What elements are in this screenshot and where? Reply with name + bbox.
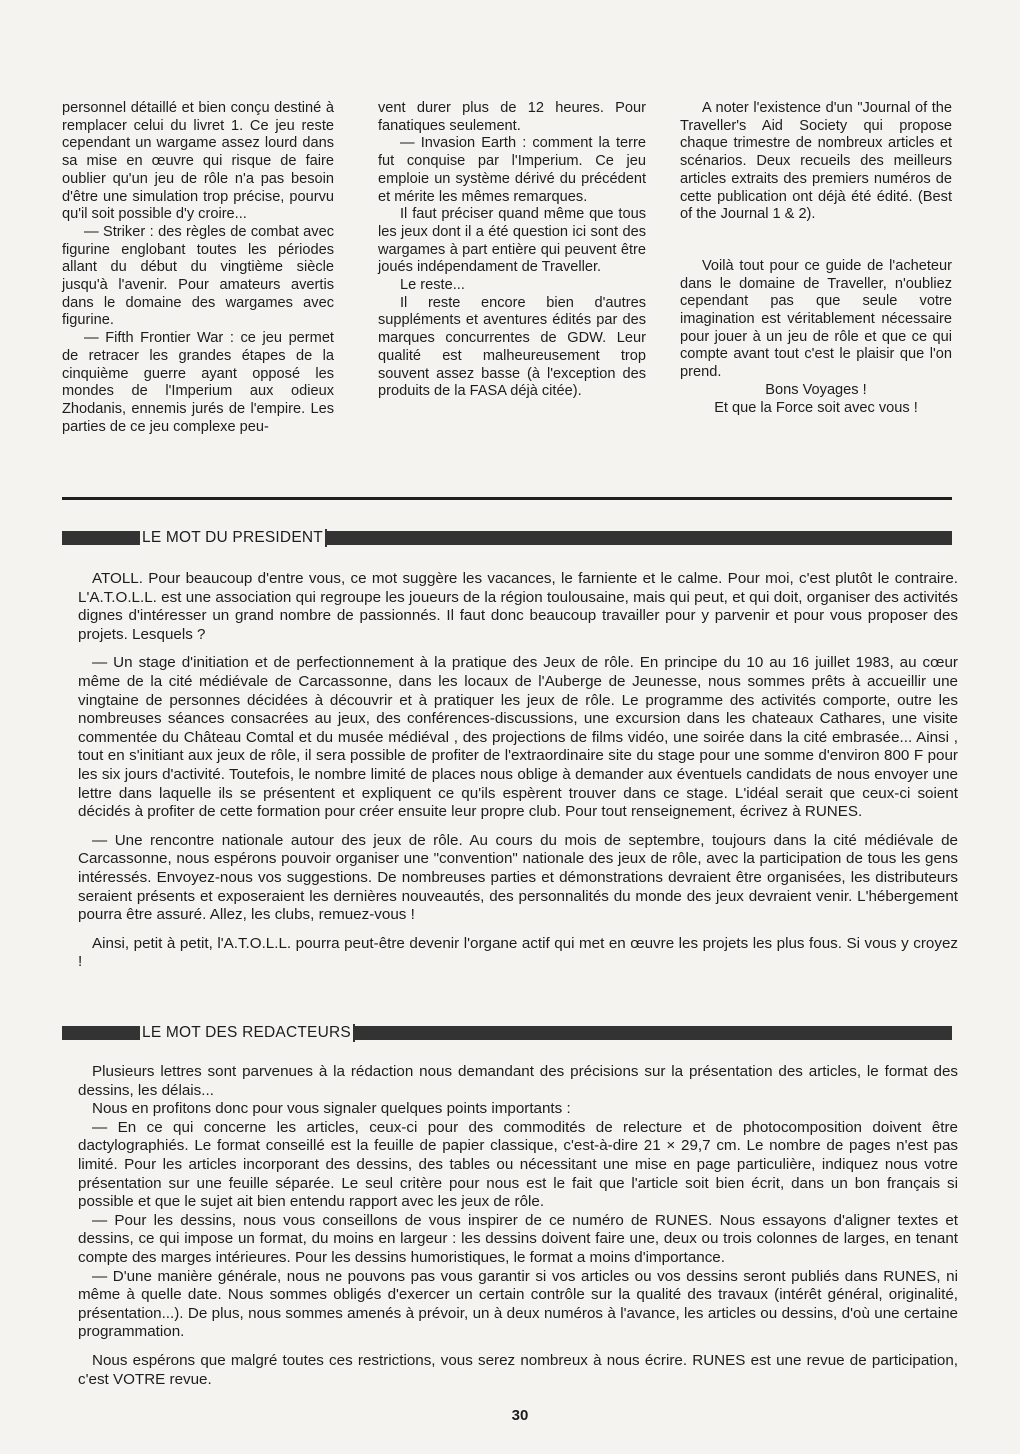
- header-bar: [327, 531, 952, 545]
- column-2: [378, 100, 646, 401]
- column-paragraph: vent durer plus de 12 heures. Pour fanatiques seulement.: [378, 100, 646, 134]
- horizontal-divider: [62, 497, 952, 500]
- column-paragraph: Il faut préciser quand même que tous les jeux dont il a été question ici sont des wargames à part entière qui peuvent être joués indépendament de Traveller.: [378, 206, 646, 276]
- column-paragraph: Il reste encore bien d'autres suppléments et aventures édités par des marques concurrentes de GDW. Leur qualité est malheureusement trop souvent assez basse (à l'exception des produits de la FASA déjà citée).: [378, 294, 646, 400]
- body-paragraph: — D'une manière générale, nous ne pouvons pas vous garantir si vos articles ou vos dessins seront publiés dans RUNES, ni même à quelle date. Nous sommes obligés d'exercer un certain contrôle sur la qualité des travaux (intérêt général, originalité, présentation...). De plus, nous sommes amenés à prévoir, un à deux numéros à l'avance, les articles ou dessins, d'où une certaine programmation.: [78, 1267, 958, 1341]
- page-number: 30: [511, 1407, 529, 1424]
- column-paragraph: — Striker : des règles de combat avec figurine englobant toutes les périodes allant du début du vingtième siècle jusqu'à l'avenir. Pour amateurs avertis dans le domaine des wargames avec figurine.: [62, 223, 334, 329]
- section-header-president: [62, 528, 952, 548]
- body-paragraph: — Un stage d'initiation et de perfectionnement à la pratique des Jeux de rôle. En principe du 10 au 16 juillet 1983, au cœur même de la cité médiévale de Carcassonne, dans les locaux de l'Auberge de Jeunesse, nous sommes prêts à accueillir une vingtaine de personnes décidées à découvrir et à pratiquer les jeux de rôle. Le programme des activités comporte, outre les nombreuses séances consacrées au jeux, des conférences-discussions, une excursion dans les chateaux Cathares, une visite commentée du Château Comtal et du musée médiéval , des projections de films vidéo, une soirée dans la cité embrasée... Ainsi , tout en s'initiant aux jeux de rôle, il sera possible de profiter de l'extraordinaire site du stage pour une somme d'environ 800 F pour les six jours d'activité. Toutefois, le nombre limité de places nous oblige à demander aux éventuels candidats de nous envoyer une lettre dans laquelle ils se présentent et expliquent ce qu'ils espèrent trouver dans ce stage. L'idéal serait que ceux-ci soient décidés à profiter de cette formation pour créer ensuite leur propre club. Pour tout renseignement, écrivez à RUNES.: [78, 654, 958, 821]
- body-paragraph: — En ce qui concerne les articles, ceux-ci pour des commodités de relecture et de photocomposition doivent être dactylographiés. Le format conseillé est la feuille de papier classique, c'est-à-dire 21 × 29,7 cm. Le nombre de pages n'est pas limité. Pour les articles incorporant des dessins, des tables ou nécessitant une mise en page particulière, indiquez nous votre présentation sur une feuille séparée. Le seul critère pour nous est le fait que l'article soit bien écrit, dans un bon français si possible et que le sujet ait bien entendu rapport avec les jeux de rôle.: [78, 1118, 958, 1211]
- section-title: LE MOT DES REDACTEURS: [140, 1024, 355, 1042]
- section-header-redacteurs: [62, 1023, 952, 1043]
- column-paragraph: personnel détaillé et bien conçu destiné à remplacer celui du livret 1. Ce jeu reste cependant un wargame assez lourd dans sa mise en œuvre qui risque de faire oublier qu'un jeu de rôle n'a pas besoin d'être une simulation trop précise, pourvu qu'il soit possible d'y croire...: [62, 100, 334, 223]
- redacteurs-text: [78, 1063, 958, 1389]
- column-paragraph: — Invasion Earth : comment la terre fut conquise par l'Imperium. Ce jeu emploie un système dérivé du précédent et mérite les mêmes remarques.: [378, 135, 646, 205]
- header-bar: [62, 1026, 140, 1040]
- column-paragraph: Voilà tout pour ce guide de l'acheteur dans le domaine de Traveller, n'oubliez cependant pas que seule votre imagination est véritablement nécessaire pour jouer à un jeu de rôle et que ce qui compte avant tout c'est le plaisir que l'on prend.: [680, 257, 952, 381]
- body-paragraph: — Une rencontre nationale autour des jeux de rôle. Au cours du mois de septembre, toujours dans la cité médiévale de Carcassonne, nous espérons pouvoir organiser une "convention" nationale des jeux de rôle, avec la participation de tous les gens intéressés. Envoyez-nous vos suggestions. De nombreuses parties et démonstrations devraient être organisées, les distributeurs seraient présents et exposeraient les dernières nouveautés, des personnalités du monde des jeux devraient venir. L'hébergement pourra être assuré. Allez, les clubs, remuez-vous !: [78, 831, 958, 924]
- header-bar: [355, 1026, 952, 1040]
- closing-line: Et que la Force soit avec vous !: [714, 399, 918, 416]
- president-text: [78, 570, 958, 972]
- column-paragraph: A noter l'existence d'un "Journal of the Traveller's Aid Society qui propose chaque trimestre de nombreux articles et scénarios. Deux recueils des meilleurs articles extraits des premiers numéros de cette publication ont déjà été édité. (Best of the Journal 1 & 2).: [680, 100, 952, 223]
- column-1: [62, 100, 334, 436]
- body-paragraph: Nous en profitons donc pour vous signaler quelques points importants :: [92, 1100, 571, 1118]
- body-paragraph: — Pour les dessins, nous vous conseillons de vous inspirer de ce numéro de RUNES. Nous essayons d'aligner textes et dessins, ce qui impose un format, du moins en largeur : les dessins doivent faire une, deux ou trois colonnes de larges, en tenant compte des marges intérieures. Pour les dessins humoristiques, le format a moins d'importance.: [78, 1211, 958, 1266]
- section-title: LE MOT DU PRESIDENT: [140, 529, 327, 547]
- body-paragraph: Plusieurs lettres sont parvenues à la rédaction nous demandant des précisions sur la présentation des articles, le format des dessins, les délais...: [78, 1063, 958, 1099]
- closing-line: Bons Voyages !: [765, 381, 867, 398]
- column-3: [680, 100, 952, 417]
- body-paragraph: ATOLL. Pour beaucoup d'entre vous, ce mot suggère les vacances, le farniente et le calme. Pour moi, c'est plutôt le contraire. L'A.T.O.L.L. est une association qui regroupe les joueurs de la région toulousaine, mais qui peut, et qui doit, organiser des activités dignes d'intéresser un grand nombre de passionnés. Il faut donc beaucoup travailler pour y parvenir et pour vous proposer des projets. Lesquels ?: [78, 570, 958, 643]
- body-paragraph: Nous espérons que malgré toutes ces restrictions, vous serez nombreux à nous écrire. RUNES est une revue de participation, c'est VOTRE revue.: [78, 1351, 958, 1388]
- column-paragraph: Le reste...: [400, 277, 465, 294]
- header-bar: [62, 531, 140, 545]
- body-paragraph: Ainsi, petit à petit, l'A.T.O.L.L. pourra peut-être devenir l'organe actif qui met en œuvre les projets les plus fous. Si vous y croyez !: [78, 934, 958, 971]
- column-paragraph: — Fifth Frontier War : ce jeu permet de retracer les grandes étapes de la cinquième guerre ayant opposé les mondes de l'Imperium aux odieux Zhodanis, ennemis jurés de l'empire. Les parties de ce jeu complexe peu-: [62, 330, 334, 435]
